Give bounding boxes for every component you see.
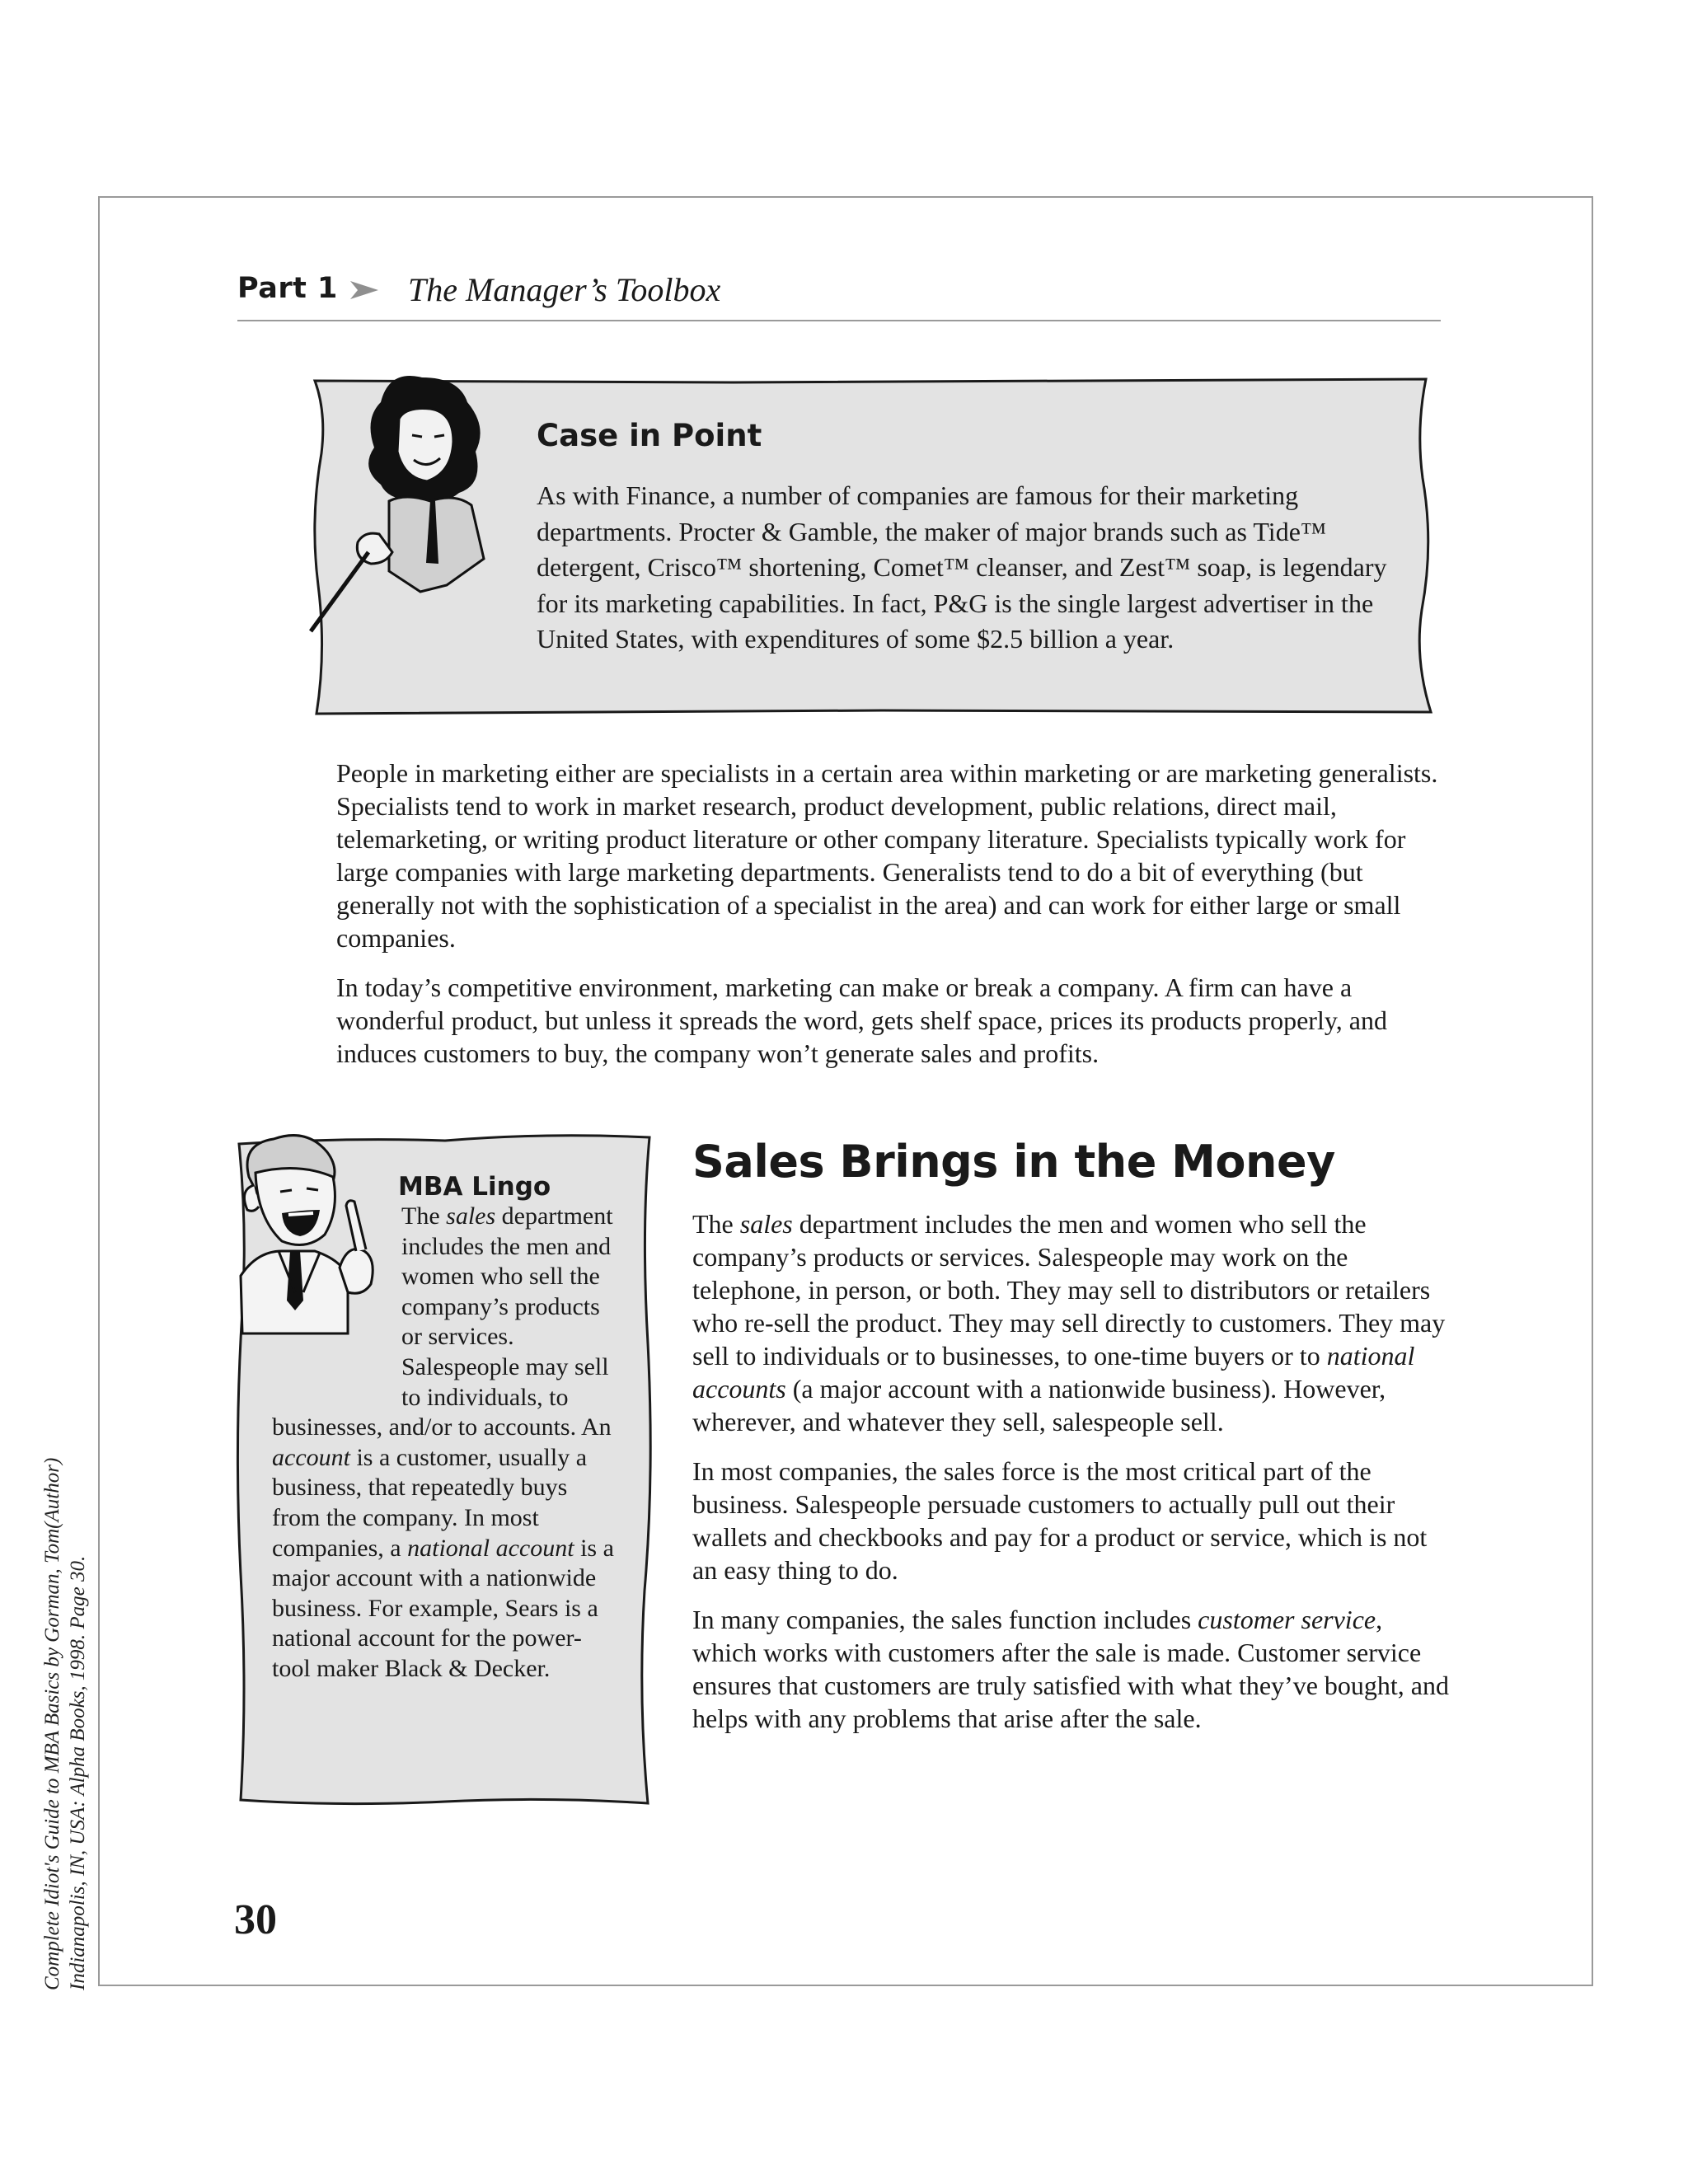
term-account: account	[272, 1443, 350, 1471]
text-run: The	[401, 1202, 447, 1230]
part-label: Part 1	[237, 272, 338, 305]
text-run: , which works with customers after the sale is made. Customer service ensures that customers are truly satisfied with what they’ve bought, and helps with any problems that arise after the sale.	[692, 1605, 1449, 1733]
section-heading: Sales Brings in the Money	[692, 1136, 1335, 1188]
term-sales: sales	[739, 1209, 793, 1239]
mba-lingo-text	[272, 1202, 618, 1685]
part-title: The Manager’s Toolbox	[408, 271, 721, 308]
mba-lingo-title: MBA Lingo	[398, 1172, 551, 1202]
intro-text	[336, 757, 1445, 1086]
side-citation: Complete Idiot's Guide to MBA Basics by Gorman, Tom(Author) Indianapolis, IN, USA: Alpha Books, 1998. Page 30.	[41, 1457, 89, 1990]
section-paragraph	[692, 1207, 1451, 1438]
text-run: In many companies, the sales function includes	[692, 1605, 1198, 1634]
presenter-woman-illustration	[307, 369, 513, 641]
term-national-account: national account	[407, 1534, 574, 1562]
term-sales: sales	[446, 1202, 496, 1230]
text-run: department includes the men and women who sell the company’s products or services. Salespeople may work on the telephone, in person, or both. They may sell to distributors or retailers who re-sell the product. They may sell directly to customers. They may sell to individuals or to businesses, to one-time buyers or to	[692, 1209, 1446, 1371]
section-body	[692, 1207, 1451, 1751]
illustration-spacer	[272, 1202, 401, 1403]
text-run: department includes the men and women who sell the company’s products or services. Salespeople may sell to individuals, to businesses, and/or to accounts. An	[272, 1202, 613, 1441]
text-run: (a major account with a nationwide business). However, wherever, and whatever they sell, salespeople sell.	[692, 1374, 1386, 1436]
text-run: is a customer, usually a business, that repeatedly buys from the company. In most companies, a	[272, 1443, 588, 1562]
text-run: The	[692, 1209, 740, 1239]
intro-paragraph: People in marketing either are specialists in a certain area within marketing or are marketing generalists. Specialists tend to work in market research, product development, public relations, direct mail, telemarketing, or writing product literature or other company literature. Specialists typically work for large companies with large marketing departments. Generalists tend to do a bit of everything (but generally not with the sophistication of a specialist in the area) and can work for either large or small companies.	[336, 758, 1438, 953]
term-national-accounts: national accounts	[692, 1341, 1415, 1404]
text-run: is a major account with a nationwide business. For example, Sears is a national account for the power-tool maker Black & Decker.	[272, 1534, 614, 1682]
arrow-right-icon	[349, 279, 380, 302]
section-paragraph	[692, 1603, 1451, 1735]
section-paragraph: In most companies, the sales force is the most critical part of the business. Salespeople persuade customers to actually pull out their wallets and checkbooks and pay for a product or service, which is not an easy thing to do.	[692, 1456, 1428, 1585]
intro-paragraph: In today’s competitive environment, marketing can make or break a company. A firm can have a wonderful product, but unless it spreads the word, gets shelf space, prices its products properly, and induces customers to buy, the company won’t generate sales and profits.	[336, 972, 1387, 1068]
running-head	[237, 270, 1441, 321]
page-number: 30	[234, 1896, 277, 1943]
term-customer-service: customer service	[1198, 1605, 1376, 1634]
case-in-point-text: As with Finance, a number of companies are famous for their marketing departments. Procter & Gamble, the maker of major brands such as Tide™ detergent, Crisco™ shortening, Comet™ cleanser, and Zest™ soap, is legendary for its marketing capabilities. In fact, P&G is the single largest advertiser in the United States, with expenditures of some $2.5 billion a year.	[537, 480, 1387, 654]
case-in-point-title: Case in Point	[537, 418, 762, 453]
